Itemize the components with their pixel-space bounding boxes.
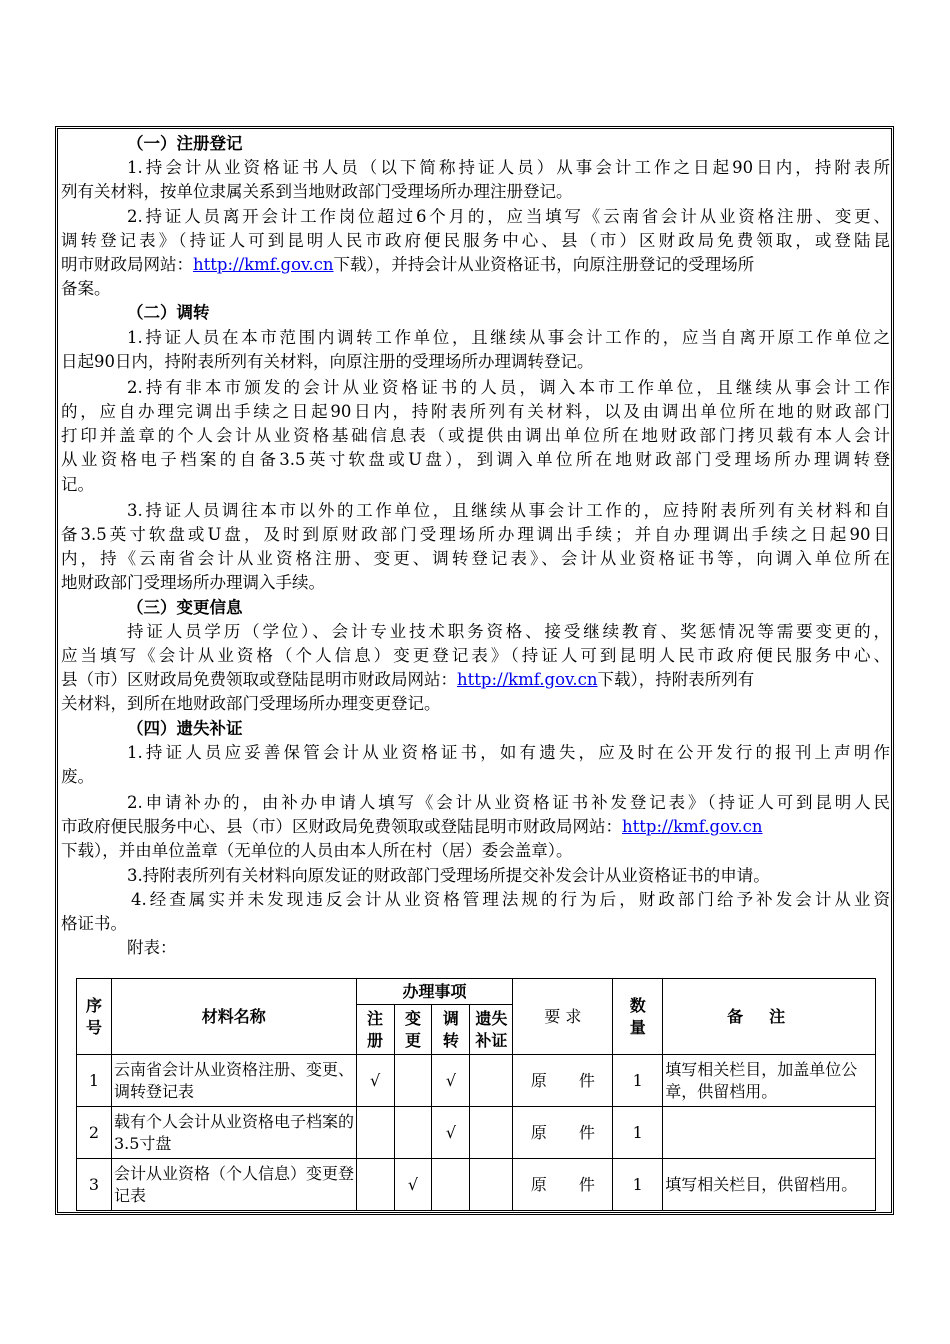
- text-span: 县（市）区财政局免费领取或登陆昆明市财政局网站：: [61, 670, 457, 690]
- paragraph-line: 持证人员学历（学位）、会计专业技术职务资格、接受继续教育、奖惩情况等需要变更的，: [127, 621, 890, 641]
- cell-name: 载有个人会计从业资格电子档案的3.5寸盘: [111, 1107, 356, 1159]
- paragraph-line: 备案。: [61, 279, 111, 299]
- paragraph-line: 的，应自办理完调出手续之日起90日内，持附表所列有关材料，以及由调出单位所在地的财政部门: [61, 402, 890, 422]
- paragraph-line: 1.持会计从业资格证书人员（以下简称持证人员）从事会计工作之日起90日内，持附表所: [127, 158, 890, 178]
- document-frame: [55, 126, 894, 1215]
- paragraph-line: 列有关材料，按单位隶属关系到当地财政部门受理场所办理注册登记。: [61, 182, 573, 202]
- paragraph-line: 打印并盖章的个人会计从业资格基础信息表（或提供由调出单位所在地财政部门拷贝载有本人会计: [61, 426, 890, 446]
- table-row: [77, 1159, 876, 1211]
- cell-reg: [356, 1159, 394, 1211]
- cell-name: 会计从业资格（个人信息）变更登记表: [111, 1159, 356, 1211]
- paragraph-line: 3.持证人员调往本市以外的工作单位，且继续从事会计工作的，应持附表所列有关材料和自: [127, 500, 890, 520]
- cell-no: 2: [77, 1107, 112, 1159]
- paragraph-line: 地财政部门受理场所办理调入手续。: [61, 573, 325, 593]
- text-span: 市政府便民服务中心、县（市）区财政局免费领取或登陆昆明市财政局网站：: [61, 817, 622, 837]
- col-header-lost: 遗失补证: [470, 1005, 513, 1055]
- cell-req: 原 件: [513, 1055, 613, 1107]
- kmf-website-link[interactable]: http://kmf.gov.cn: [457, 670, 598, 690]
- kmf-website-link[interactable]: http://kmf.gov.cn: [622, 817, 763, 837]
- section-heading: （三）变更信息: [127, 597, 243, 617]
- section-heading: （四）遗失补证: [127, 718, 243, 738]
- table-row: [77, 1107, 876, 1159]
- paragraph-line: 2.持证人员离开会计工作岗位超过6个月的，应当填写《云南省会计从业资格注册、变更、: [127, 206, 890, 226]
- paragraph-line: 日起90日内，持附表所列有关材料，向原注册的受理场所办理调转登记。: [61, 351, 594, 371]
- document-body: [61, 132, 890, 960]
- table-header-row: [77, 979, 876, 1005]
- cell-transfer: [432, 1159, 470, 1211]
- paragraph-line: 格证书。: [61, 914, 127, 933]
- paragraph-line: 3.持附表所列有关材料向原发证的财政部门受理场所提交补发会计从业资格证书的申请。: [127, 865, 770, 885]
- paragraph-line: 2.申请补办的，由补办申请人填写《会计从业资格证书补发登记表》（持证人可到昆明人民: [127, 793, 890, 813]
- paragraph-line: 1.持证人员应妥善保管会计从业资格证书，如有遗失，应及时在公开发行的报刊上声明作: [127, 742, 890, 762]
- cell-lost: [470, 1055, 513, 1107]
- col-header-reg: 注册: [356, 1005, 394, 1055]
- paragraph-line: 废。: [61, 766, 94, 786]
- text-span: 下载），持附表所列有: [597, 670, 755, 690]
- cell-lost: [470, 1159, 513, 1211]
- col-header-note: 备注: [663, 979, 876, 1055]
- paragraph-line: 4.经查属实并未发现违反会计从业资格管理法规的行为后，财政部门给予补发会计从业资: [131, 889, 890, 909]
- section-heading: （一）注册登记: [127, 134, 243, 153]
- table-row: [77, 1055, 876, 1107]
- paragraph-line: [61, 815, 890, 839]
- cell-lost: [470, 1107, 513, 1159]
- cell-change: [394, 1107, 432, 1159]
- kmf-website-link[interactable]: http://kmf.gov.cn: [193, 254, 334, 274]
- paragraph-line: 1.持证人员在本市范围内调转工作单位，且继续从事会计工作的，应当自离开原工作单位之: [127, 327, 890, 347]
- text-span: 明市财政局网站：: [61, 254, 193, 274]
- cell-no: 3: [77, 1159, 112, 1211]
- text-span: 下载），并持会计从业资格证书，向原注册登记的受理场所: [333, 254, 755, 274]
- cell-name: 云南省会计从业资格注册、变更、调转登记表: [111, 1055, 356, 1107]
- cell-note: 填写相关栏目，供留档用。: [663, 1159, 876, 1211]
- col-header-group: 办理事项: [356, 979, 513, 1005]
- paragraph-line: [61, 253, 890, 277]
- cell-qty: 1: [613, 1055, 663, 1107]
- col-header-req: 要 求: [513, 979, 613, 1055]
- cell-reg: √: [356, 1055, 394, 1107]
- appendix-label: 附表：: [127, 938, 177, 958]
- col-header-change: 变更: [394, 1005, 432, 1055]
- col-header-qty: 数量: [613, 979, 663, 1055]
- cell-no: 1: [77, 1055, 112, 1107]
- paragraph-line: 关材料，到所在地财政部门受理场所办理变更登记。: [61, 694, 441, 714]
- cell-req: 原 件: [513, 1107, 613, 1159]
- cell-note: [663, 1107, 876, 1159]
- attachment-table: [76, 978, 876, 1211]
- paragraph-line: 记。: [61, 474, 94, 494]
- paragraph-line: 从业资格电子档案的自备3.5英寸软盘或U盘），到调入单位所在地财政部门受理场所办理调转登: [61, 450, 890, 470]
- paragraph-line: 应当填写《会计从业资格（个人信息）变更登记表》（持证人可到昆明人民市政府便民服务中心、: [61, 645, 890, 665]
- cell-reg: [356, 1107, 394, 1159]
- cell-req: 原 件: [513, 1159, 613, 1211]
- cell-note: 填写相关栏目，加盖单位公章，供留档用。: [663, 1055, 876, 1107]
- paragraph-line: 调转登记表》（持证人可到昆明人民市政府便民服务中心、县（市）区财政局免费领取，或登陆昆: [61, 230, 890, 250]
- paragraph-line: 内，持《云南省会计从业资格注册、变更、调转登记表》、会计从业资格证书等，向调入单位所在: [61, 549, 890, 569]
- col-header-no: 序号: [77, 979, 112, 1055]
- cell-qty: 1: [613, 1159, 663, 1211]
- cell-qty: 1: [613, 1107, 663, 1159]
- cell-transfer: √: [432, 1107, 470, 1159]
- col-header-transfer: 调转: [432, 1005, 470, 1055]
- paragraph-line: 下载），并由单位盖章（无单位的人员由本人所在村（居）委会盖章）。: [61, 841, 573, 861]
- paragraph-line: 备3.5英寸软盘或U盘，及时到原财政部门受理场所办理调出手续；并自办理调出手续之日起90日: [61, 525, 890, 544]
- cell-change: [394, 1055, 432, 1107]
- col-header-name: 材料名称: [111, 979, 356, 1055]
- paragraph-line: 2.持有非本市颁发的会计从业资格证书的人员，调入本市工作单位，且继续从事会计工作: [127, 377, 890, 397]
- paragraph-line: [61, 668, 890, 692]
- cell-change: √: [394, 1159, 432, 1211]
- cell-transfer: √: [432, 1055, 470, 1107]
- section-heading: （二）调转: [127, 303, 210, 323]
